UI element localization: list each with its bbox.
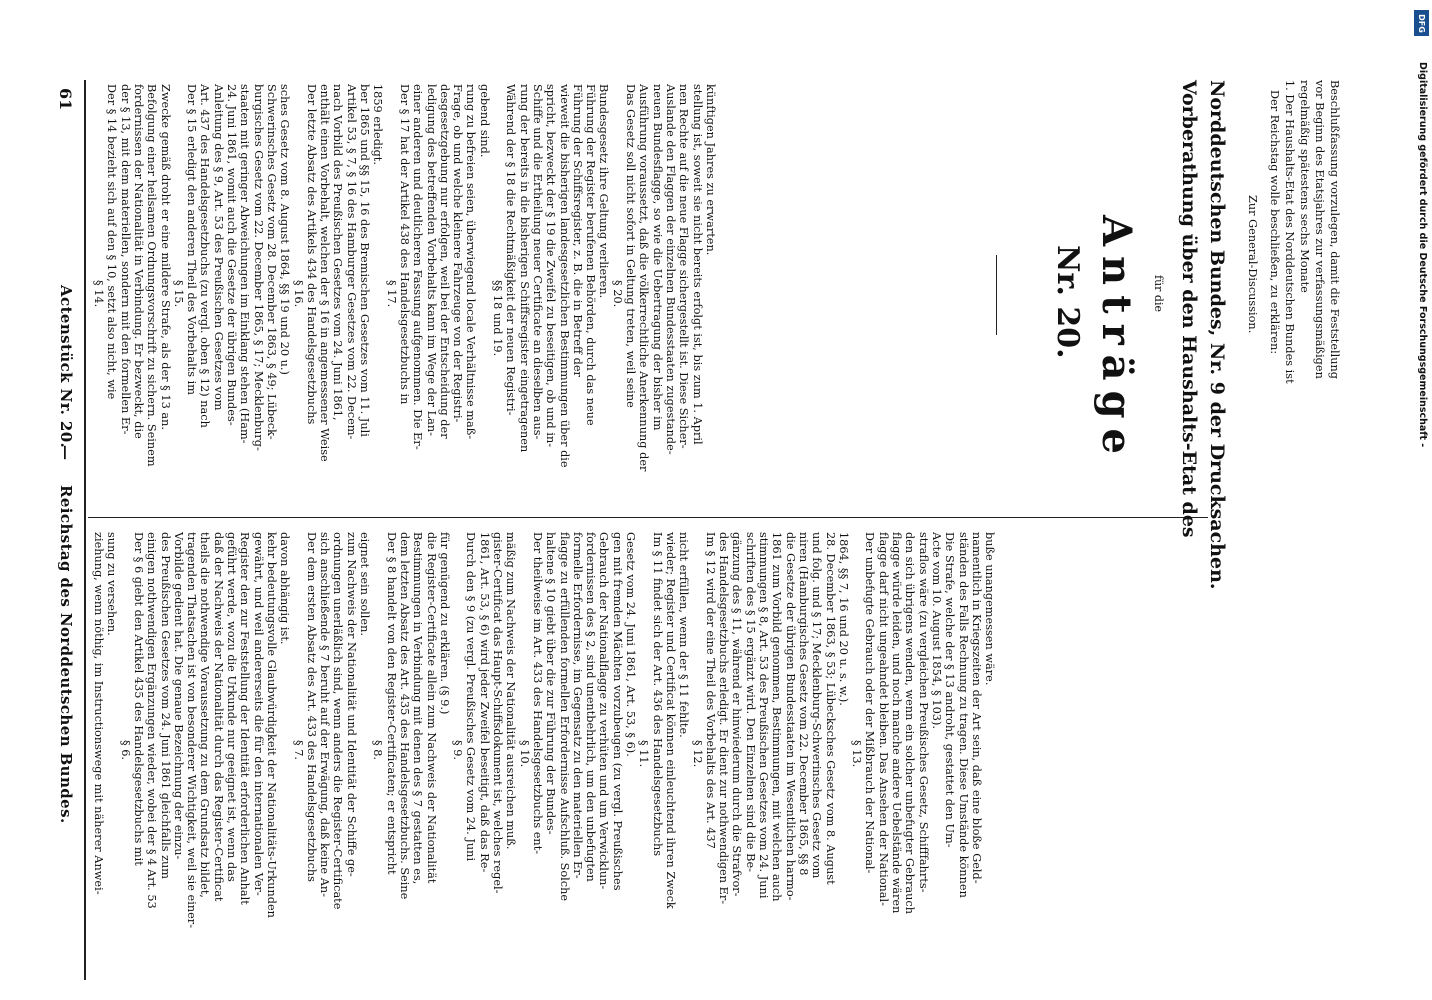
right-column-line: Artikel 53, § 7, § 16 des Hamburger Gesetzes vom 22. Decem-: [344, 84, 358, 440]
left-column-line: fordernissen des § 2, sind unentbehrlich, um den unbefugten: [584, 532, 598, 882]
left-column-line: niren (Hamburgisches Gesetz vom 22. December 1865, §§ 8: [796, 532, 810, 876]
left-column-line: des Preußischen Gesetzes vom 24. Juni 1861 gleichfalls zum: [158, 532, 172, 880]
right-column-line: fordernissen der Nationalität in Verbindung. Er bezweckt, die: [131, 84, 145, 439]
right-column-line: künftigen Jahres zu erwarten.: [703, 84, 717, 256]
right-column-section-heading: § 14.: [92, 280, 105, 308]
right-column-line: rung der bereits in die bisherigen Schiffsregister eingetragenen: [517, 84, 531, 453]
right-column-line: stellung ist, soweit sie nicht bereits erfolgt ist, bis zum 1. April: [690, 84, 704, 445]
left-column-line: dem letzten Absatz des Art. 435 des Handelsgesetzbuchs. Seine: [397, 532, 411, 900]
left-column-line: gister-Certificat das Haupt-Schiffsdokument ist, welches regel-: [491, 532, 504, 894]
left-column-line: zum Nachweis der Nationalität und Identität der Schiffe ge-: [344, 532, 358, 877]
left-column-line: Im § 11 findet sich der Art. 436 des Handelsgesetzbuchs: [650, 532, 664, 857]
right-column-line: wieweit die bisherigen landesgesetzlichen Bestimmungen über die: [557, 84, 571, 468]
right-running-head: Actenstück Nr. 20.: [57, 285, 75, 449]
right-column-line: desgesetzgebung nur erfolgen, weil bei der Entscheidung der: [437, 84, 451, 439]
left-column-line: eignet sein sollen.: [358, 532, 371, 636]
left-column-line: namentlich in Kriegszeiten der Art sein, daß eine bloße Geld-: [969, 532, 983, 884]
left-column-line: formelle Erfordernisse, im Gegensatz zu den materiellen Er-: [570, 532, 584, 879]
left-column-line: stimmungen § 8, Art. 53 des Preußischen Gesetzes vom 24. Juni: [757, 532, 770, 899]
motion-rule: [996, 255, 997, 335]
left-column-section-heading: § 13.: [850, 740, 864, 768]
left-column-line: gen mit fremden Mächten vorzubeugen (zu vergl. Preußisches: [610, 532, 624, 891]
right-column-line: enthält einen Vorbehalt, welchen der § 16 in angemessener Weise: [318, 84, 332, 462]
left-column-line: Der unbefugte Gebrauch oder der Mißbrauch der National-: [863, 532, 877, 874]
motion-heading-line2: Norddeutschen Bundes, Nr. 9 der Drucksachen.: [1206, 80, 1228, 590]
left-column-section-heading: § 6.: [118, 740, 132, 761]
left-column-section-heading: § 12.: [690, 740, 704, 768]
left-column-line: geführt werde, wozu die Urkunde nur geeignet ist, wenn das: [225, 532, 238, 882]
left-column-line: flagge würde leiden, und noch manche andere Uebelstände wären: [890, 532, 903, 914]
left-column-line: davon abhängig ist.: [278, 532, 292, 645]
right-column-line: Auslande den Flaggen der einzelnen Bundesstaaten zugestande-: [663, 84, 677, 455]
motion-number: Nr. 20.: [1050, 245, 1085, 359]
left-column-section-heading: § 7.: [291, 740, 305, 761]
left-column-line: haltene § 10 giebt über die zur Führung der Bundes-: [544, 532, 558, 835]
left-column-line: Der dem ersten Absatz des Art. 433 des Handelsgesetzbuchs: [304, 532, 318, 882]
right-column-line: Zwecke gemäß droht er eine mildere Strafe, als der § 13 an.: [158, 84, 172, 430]
right-column-section-heading: §§ 18 und 19.: [491, 280, 504, 357]
left-column-line: wieder; Register und Certificat können einleuchtend ihren Zweck: [663, 532, 677, 909]
left-column-line: gewährt, und weil andererseits die für den internationalen Ver-: [251, 532, 265, 896]
right-column-line: neuen Bundesflagge, so wie die Uebertragung der bisher im: [650, 84, 664, 431]
left-column-line: Durch den § 9 (zu vergl. Preußisches Gesetz vom 24. Juni: [464, 532, 478, 862]
left-column-line: kehr bedeutungsvolle Glaubwürdigkeit der Nationalitäts-Urkunden: [264, 532, 278, 918]
left-column-line: Der theilweise im Art. 433 des Handelsgesetzbuchs ent-: [530, 532, 544, 855]
left-column-line: sich anschließende § 7 beruht auf der Erwägung, daß keine An-: [318, 532, 332, 897]
right-column-line: Der § 14 bezieht sich auf den § 10, setzt also nicht, wie: [105, 84, 119, 400]
left-column-line: Acte vom 10. August 1854, § 103).: [929, 532, 943, 729]
left-column-line: straflos wäre (zu vergleichen Preußisches Gesetz, Schifffahrts-: [916, 532, 930, 893]
right-column-line: nach Vorbild des Preußischen Gesetzes vom 24. Juni 1861,: [331, 84, 345, 421]
left-column-line: mäßig zum Nachweis der Nationalität ausreichen muß.: [504, 532, 518, 850]
motion-subtitle: für die: [1152, 275, 1165, 312]
left-column-section-heading: § 8.: [371, 740, 385, 761]
left-column-line: Gesetz vom 24. Juni 1861, Art. 53, § 6).: [624, 532, 637, 757]
right-column-line: staaten mit geringer Abweichungen im Einklang stehen (Ham-: [238, 84, 252, 444]
right-column-line: Das Gesetz soll nicht sofort in Geltung treten, weil seine: [624, 84, 637, 408]
right-column-section-heading: § 20.: [610, 280, 624, 308]
right-column-line: Schiffe und die Ertheilung neuer Certificate an dieselben aus-: [530, 84, 544, 440]
right-column-line: Der letzte Absatz des Artikels 434 des Handelsgesetzbuchs: [304, 84, 318, 425]
right-column-line: sches Gesetz vom 8. August 1864, §§ 19 und 20 u.): [278, 84, 292, 375]
right-column-line: Ausführung voraussetzt, daß die völkerrechtliche Anerkennung der: [637, 84, 651, 472]
right-column-line: einer anderen und deutlicheren Fassung aufgenommen. Die Er-: [411, 84, 425, 450]
left-running-head: Reichstag des Norddeutschen Bundes.: [57, 485, 75, 824]
left-column-line: ständen des Falls Rechnung zu tragen. Diese Umstände können: [956, 532, 970, 898]
left-column-line: Die Strafe, welche der § 13 androht, gestattet den Um-: [943, 532, 957, 848]
motion-body-line: vor Beginn des Etatsjahres zur verfassungsmäßigen: [1313, 80, 1326, 379]
left-column-line: Im § 12 wird der eine Theil des Vorbehalts des Art. 437: [703, 532, 717, 849]
motion-section-label: Zur General-Discussion.: [1246, 195, 1259, 334]
right-column-line: Führung der Schiffsregister, z. B. die in Betreff der: [570, 84, 584, 377]
dfg-logo: DFG: [1414, 10, 1429, 36]
right-column-section-heading: § 17.: [384, 280, 398, 308]
right-column-line: Während der § 18 die Rechtmäßigkeit der neuen Registri-: [504, 84, 518, 416]
right-column-line: Der § 15 erledigt den anderen Theil des Vorbehalts im: [185, 84, 199, 395]
left-column-line: flagge zu erfüllenden formellen Erfordernisse Aufschluß. Solche: [557, 532, 571, 902]
right-column-line: Bundesgesetz ihre Geltung verlieren.: [597, 84, 611, 299]
right-column-line: Art. 437 des Handelsgesetzbuchs (zu vergl. oben § 12) nach: [198, 84, 212, 428]
right-column-line: der § 13, mit dem materiellen, sondern mit den formellen Er-: [118, 84, 132, 435]
left-column-line: Vorbilde gedient hat. Die genaue Bezeichnung der einzu-: [171, 532, 185, 860]
left-column-line: nicht erfüllen, wenn der § 11 fehlte.: [677, 532, 691, 738]
right-column-line: Anleitung des § 9, Art. 53 des Preußischen Gesetzes vom: [211, 84, 225, 411]
left-column-line: 1864, §§ 7, 16 und 20 u. s. w.).: [836, 532, 850, 706]
motion-body-line: 1. Der Haushalts-Etat des Norddeutschen Bundes ist: [1283, 80, 1296, 384]
left-column-section-heading: § 10.: [517, 740, 531, 768]
column-separator: [88, 517, 1208, 518]
left-column-line: Der § 8 handelt von den Register-Certificaten; er entspricht: [384, 532, 398, 875]
left-column-line: gänzung des § 11, während er hinwiederum durch die Strafvor-: [730, 532, 744, 897]
left-column-section-heading: § 11.: [637, 740, 651, 768]
left-column-line: des Handelsgesetzbuchs erledigt. Er dient zur nothwendigen Er-: [717, 532, 731, 905]
left-column-line: die Register-Certificate allein zum Nachweis der Nationalität: [424, 532, 438, 884]
left-column-line: die Gesetze der übrigen Bundesstaaten im Wesentlichen harmo-: [783, 532, 797, 901]
right-column-line: spricht, bezweckt der § 19 die Zweifel zu beseitigen, ob und in-: [544, 84, 558, 448]
left-column-line: den sich übrigens wenden, wenn ein solcher unbefugter Gebrauch: [903, 532, 917, 914]
right-column-line: burgisches Gesetz vom 22. December 1865, § 17; Mecklenburg-: [251, 84, 265, 451]
right-column-section-heading: § 16.: [291, 280, 305, 308]
right-column-line: ledigung des betreffenden Vorbehalts kann im Wege der Lan-: [424, 84, 438, 436]
motion-body-line: Der Reichstag wolle beschließen, zu erklären:: [1268, 90, 1281, 355]
motion-body-line: Beschlußfassung vorzulegen, damit die Feststellung: [1328, 80, 1341, 380]
left-column-line: für genügend zu erklären. (§ 9.): [437, 532, 451, 715]
left-column-line: Bestimmungen in Verbindung mit denen des § 7 gestatten es,: [411, 532, 425, 885]
right-column-section-heading: § 15.: [171, 280, 185, 308]
page-number: 61: [56, 88, 75, 111]
right-column-line: 1859 erledigt.: [371, 84, 385, 165]
left-column-line: schriften des § 15 ergänzt wird. Den Einzelnen sind die Be-: [743, 532, 757, 872]
running-head-dash: —: [57, 445, 75, 461]
left-column-section-heading: § 9.: [451, 740, 465, 761]
left-column-line: flagge darf nicht ungeahndet bleiben. Das Ansehen der National-: [876, 532, 890, 906]
right-column-line: rung zu befreien seien, überwiegend locale Verhältnisse maß-: [464, 84, 478, 440]
left-column-line: sung zu versehen.: [105, 532, 119, 636]
left-column-line: Gebrauch der Nationalflagge zu verhüten und um Verwicklun-: [597, 532, 611, 890]
left-column-line: daß der Nachweis der Nationalität durch das Register-Certificat: [211, 532, 225, 902]
left-column-line: buße unangemessen wäre.: [983, 532, 997, 686]
right-column-line: ber 1865 und §§ 15, 16 des Bremischen Gesetzes vom 11. Juli: [358, 84, 371, 437]
right-column-line: nen Rechte auf die neue Flagge sichergestellt ist. Diese Sicher-: [677, 84, 691, 449]
motion-title: Anträge: [1093, 215, 1140, 465]
digitization-credit: Digitalisierung gefördert durch die Deutsche Forschungsgemeinschaft -: [1417, 62, 1428, 448]
motion-body-line: regelmäßig spätestens sechs Monate: [1298, 80, 1311, 293]
left-column-line: 1861, Art. 53, § 6) wird jeder Zweifel beseitigt, daß das Re-: [477, 532, 491, 873]
right-column-line: Befolgung einer heilsamen Ordnungsvorschrift zu sichern. Seinem: [145, 84, 159, 467]
right-column-line: Frage, ob und welche kleinere Fahrzeuge von der Registri-: [451, 84, 465, 423]
right-column-line: gebend sind.: [477, 84, 491, 158]
left-column-line: 1861 zum Vorbild genommen, Bestimmungen, mit welchen auch: [770, 532, 784, 902]
left-column-line: einigen nothwendigen Ergänzungen wieder, wobei der § 4 Art. 53: [145, 532, 159, 909]
left-column-line: ziehung, wenn nöthig, im Instructionswege mit näherer Anwei-: [92, 532, 105, 895]
left-column-line: ordnungen unerläßlich sind, wenn anders die Register-Certificate: [331, 532, 345, 910]
left-column-line: theils die nothwendige Voraussetzung zu dem Grundsatz bildet,: [198, 532, 212, 898]
left-column-line: 28. December 1863, § 53; Lübecksches Gesetz vom 8. August: [823, 532, 837, 885]
left-column-line: und folg. und § 17; Mecklenburg-Schwerinsches Gesetz vom: [810, 532, 824, 879]
right-column-line: Der § 17 hat der Artikel 438 des Handelsgesetzbuchs in: [397, 84, 411, 405]
right-column-line: 24. Juni 1861, womit auch die Gesetze der übrigen Bundes-: [225, 84, 238, 426]
left-column-line: Register den zur Feststellung der Identität erforderlichen Anhalt: [238, 532, 252, 905]
right-column-line: Schwerinsches Gesetz vom 28. December 1863, § 49; Lübeck-: [264, 84, 278, 440]
left-column-line: Der § 6 giebt den Artikel 435 des Handelsgesetzbuchs mit: [131, 532, 145, 866]
header-rule: [84, 80, 86, 980]
right-column-line: Führung der Register berufenen Behörden, durch das neue: [584, 84, 598, 426]
left-column-line: tragenden Thatsachen ist von besonderer Wichtigkeit, weil sie einer-: [185, 532, 199, 929]
motion-heading-line1: Vorberathung über den Haushalts-Etat des: [1178, 80, 1200, 538]
